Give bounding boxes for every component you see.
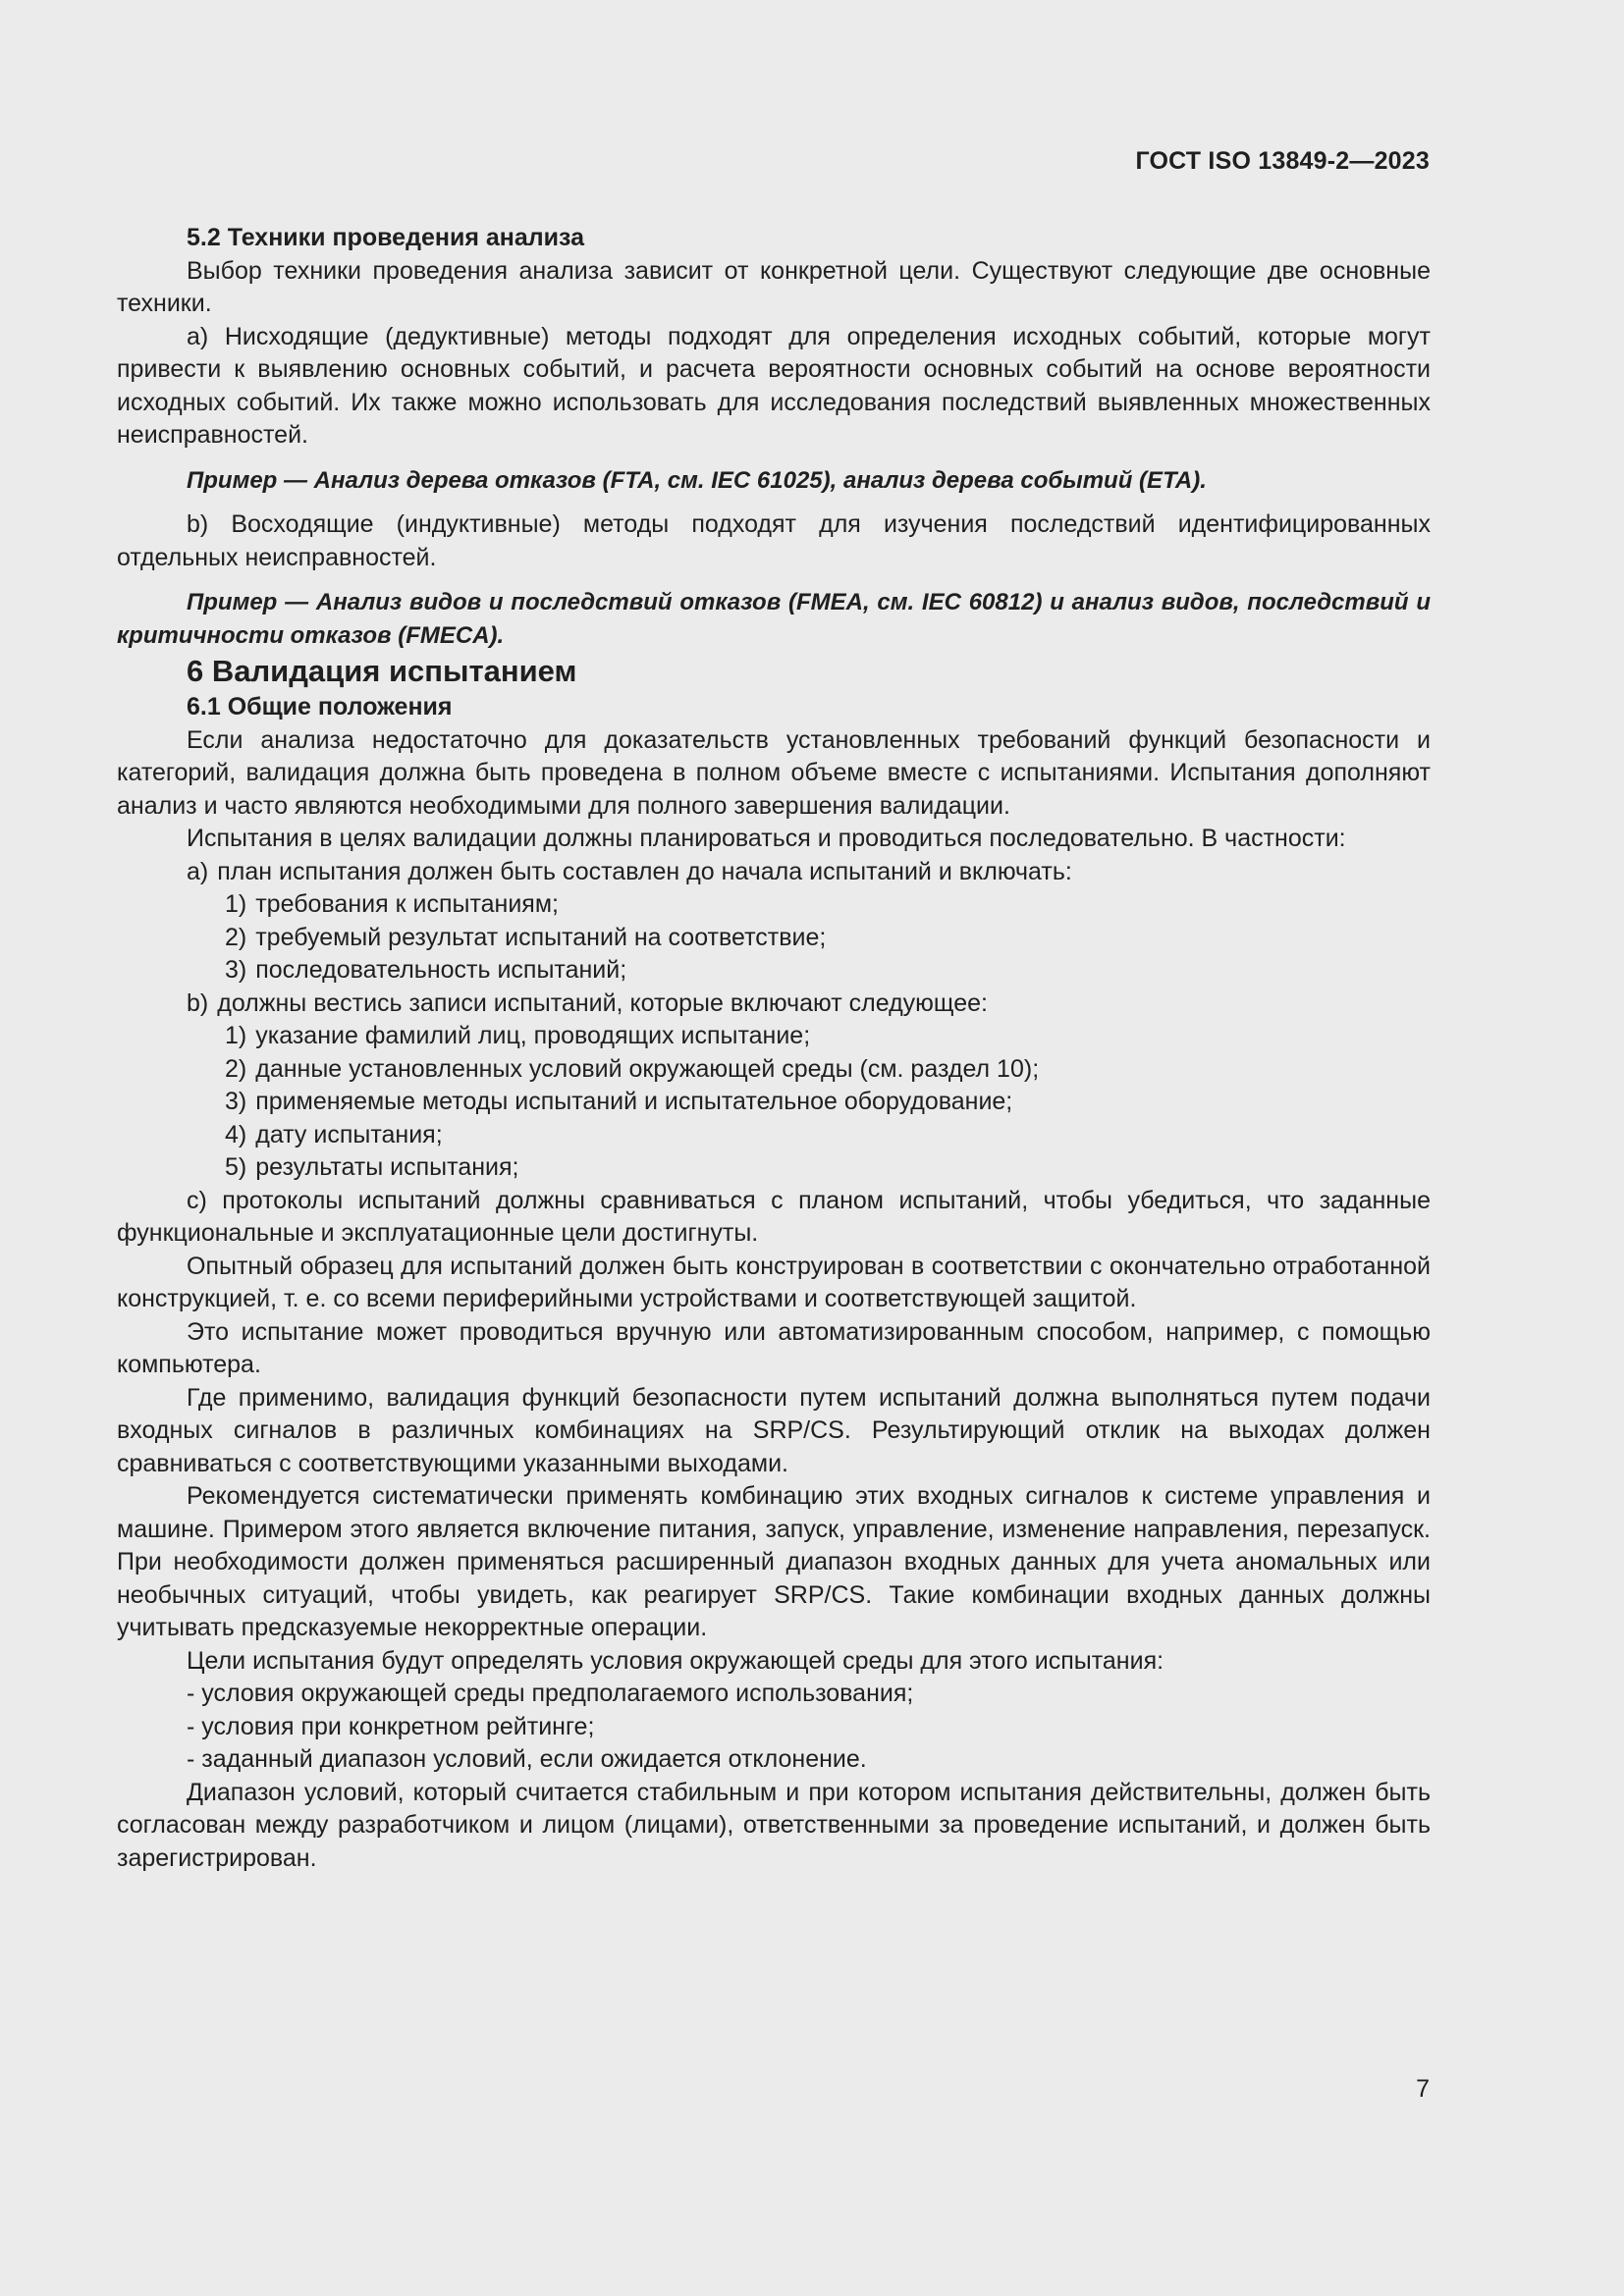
list-item [117, 954, 1431, 988]
list-item-text: последовательность испытаний; [255, 956, 627, 984]
paragraph: Рекомендуется систематически применять комбинацию этих входных сигналов к системе управления и машине. Примером этого является включение питания, запуск, управление, изменение направления, перезапуск. При необходимости должен применяться расширенный диапазон входных данных для учета аномальных или необычных ситуаций, чтобы увидеть, как реагирует SRP/CS. Такие комбинации входных данных должны учитывать предсказуемые некорректные операции. [117, 1482, 1431, 1641]
list-item [117, 1053, 1431, 1087]
list-item-label: 5) [225, 1153, 247, 1181]
paragraph: Где применимо, валидация функций безопасности путем испытаний должна выполняться путем подачи входных сигналов в различных комбинациях на SRP/CS. Результирующий отклик на выходах должен сравниваться с соответствующими указанными выходами. [117, 1383, 1431, 1477]
list-item-a: а) Нисходящие (дедуктивные) методы подходят для определения исходных событий, которые могут привести к выявлению основных событий, и расчета вероятности основных событий на основе вероятности исходных событий. Их также можно использовать для исследования последствий выявленных множественных неисправностей. [117, 322, 1431, 449]
example-note: Пример — Анализ дерева отказов (FTA, см. IEC 61025), анализ дерева событий (ETA). [187, 466, 1207, 494]
dash-item: - заданный диапазон условий, если ожидается отклонение. [187, 1745, 867, 1773]
dash-item: - условия при конкретном рейтинге; [187, 1712, 595, 1740]
list-item-label: b) [187, 988, 209, 1017]
paragraph: Если анализа недостаточно для доказательств установленных требований функций безопасности и категорий, валидация должна быть проведена в полном объеме вместе с испытаниями. Испытания дополняют анализ и часто являются необходимыми для полного завершения валидации. [117, 725, 1431, 820]
list-item-text: указание фамилий лиц, проводящих испытание; [255, 1022, 811, 1049]
numbered-list [117, 856, 1431, 1185]
list-item [117, 1086, 1431, 1119]
list-item-label: 3) [225, 1088, 247, 1115]
list-item-text: результаты испытания; [255, 1153, 519, 1181]
paragraph: Опытный образец для испытаний должен быть конструирован в соответствии с окончательно отработанной конструкцией, т. е. со всеми периферийными устройствами и соответствующей защитой. [117, 1252, 1431, 1312]
list-item-label: 2) [225, 1054, 247, 1083]
list-item [117, 988, 1431, 1021]
paragraph: Испытания в целях валидации должны планироваться и проводиться последовательно. В частности: [187, 825, 1346, 852]
list-item [117, 1151, 1431, 1185]
list-item [117, 888, 1431, 922]
list-item-text: требования к испытаниям; [255, 890, 559, 918]
list-item-text: дату испытания; [255, 1120, 443, 1148]
paragraph: Диапазон условий, который считается стабильным и при котором испытания действительны, должен быть согласован между разработчиком и лицом (лицами), ответственными за проведение испытаний, и должен быть зарегистрирован. [117, 1778, 1431, 1872]
list-item-label: 3) [225, 956, 247, 984]
paragraph: Цели испытания будут определять условия окружающей среды для этого испытания: [187, 1646, 1164, 1675]
list-item-text: требуемый результат испытаний на соответствие; [255, 923, 827, 951]
list-item-text: должны вестись записи испытаний, которые включают следующее: [217, 988, 988, 1017]
section-heading-6: 6 Валидация испытанием [187, 654, 577, 688]
list-item-label: 4) [225, 1120, 247, 1148]
section-heading-5-2: 5.2 Техники проведения анализа [187, 224, 585, 251]
document-header: ГОСТ ISO 13849-2—2023 [1135, 147, 1430, 175]
dash-item: - условия окружающей среды предполагаемого использования; [187, 1680, 914, 1707]
list-item-text: план испытания должен быть составлен до начала испытаний и включать: [217, 857, 1072, 885]
list-item [117, 1119, 1431, 1152]
paragraph: Это испытание может проводиться вручную или автоматизированным способом, например, с помощью компьютера. [117, 1317, 1431, 1378]
section-heading-6-1: 6.1 Общие положения [187, 693, 453, 721]
list-item-b: b) Восходящие (индуктивные) методы подходят для изучения последствий идентифицированных отдельных неисправностей. [117, 510, 1431, 571]
list-item [117, 856, 1431, 889]
page-number: 7 [1416, 2075, 1430, 2103]
list-item-label: 2) [225, 923, 247, 951]
list-item-label: 1) [225, 1022, 247, 1049]
list-item-text: применяемые методы испытаний и испытательное оборудование; [255, 1088, 1013, 1115]
example-note: Пример — Анализ видов и последствий отказов (FMEA, см. IEC 60812) и анализ видов, последствий и критичности отказов (FMECA). [117, 589, 1431, 649]
list-item-text: данные установленных условий окружающей среды (см. раздел 10); [255, 1054, 1040, 1083]
document-body [117, 222, 1431, 1875]
list-item-c: с) протоколы испытаний должны сравниваться с планом испытаний, чтобы убедиться, что заданные функциональные и эксплуатационные цели достигнуты. [117, 1186, 1431, 1247]
list-item [117, 922, 1431, 955]
list-item [117, 1020, 1431, 1053]
paragraph: Выбор техники проведения анализа зависит от конкретной цели. Существуют следующие две основные техники. [117, 256, 1431, 317]
list-item-label: 1) [225, 890, 247, 918]
list-item-label: a) [187, 857, 209, 885]
